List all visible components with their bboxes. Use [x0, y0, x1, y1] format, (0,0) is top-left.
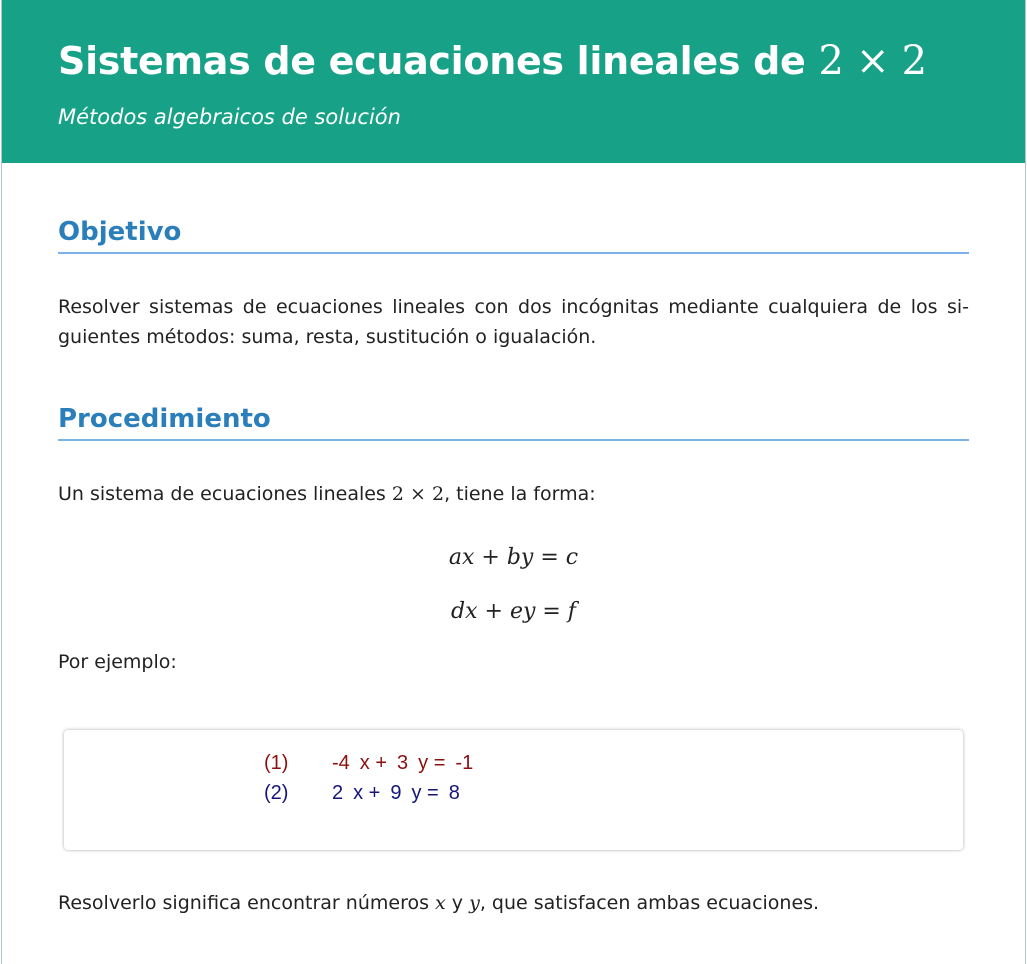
example-equation-1 — [264, 750, 483, 776]
intro-text: Un sistema de ecuaciones lineales — [58, 483, 386, 505]
variable-x: x + — [359, 752, 388, 774]
variable-x: x + — [353, 782, 381, 804]
coefficient-b: 9 — [390, 782, 402, 804]
page-subtitle: Métodos algebraicos de solución — [58, 105, 401, 129]
final-text-end: , que satisfacen ambas ecuaciones. — [479, 892, 820, 914]
objetivo-text: Resolver sistemas de ecuaciones lineales con dos incógnitas mediante cualquiera de los siguientes métodos: suma, resta, sustitución o igualación. — [58, 296, 969, 348]
final-text-and: y — [451, 892, 464, 914]
main-content — [2, 215, 1025, 918]
constant: -1 — [455, 752, 474, 774]
final-text — [58, 888, 969, 918]
general-equation-1: ax + by = c — [448, 545, 579, 570]
variable-x-math: x — [435, 892, 446, 914]
equation-number: (1) — [264, 752, 289, 774]
header-banner — [2, 0, 1025, 163]
final-text-start: Resolverlo significa encontrar números — [58, 892, 429, 914]
equation-number: (2) — [264, 782, 289, 804]
coefficient-b: 3 — [397, 752, 409, 774]
coefficient-a: 2 — [332, 782, 344, 804]
intro-text-end: , tiene la forma: — [444, 483, 596, 505]
example-label: Por ejemplo: — [58, 651, 177, 673]
lesson-page — [1, 0, 1026, 964]
example-equation-2 — [264, 780, 470, 806]
procedimiento-intro — [58, 479, 969, 509]
page-title-text: Sistemas de ecuaciones lineales de — [58, 39, 806, 83]
page-title — [58, 38, 1025, 84]
general-equation-2: dx + ey = f — [451, 599, 576, 624]
variable-y: y = — [411, 782, 439, 804]
intro-math: 2 × 2 — [391, 483, 445, 505]
page-title-math: 2 × 2 — [818, 38, 927, 84]
variable-y: y = — [418, 752, 446, 774]
coefficient-a: -4 — [332, 752, 350, 774]
section-heading-objetivo: Objetivo — [58, 215, 969, 254]
section-heading-procedimiento: Procedimiento — [58, 402, 969, 441]
variable-y-math: y — [469, 892, 480, 914]
constant: 8 — [448, 782, 460, 804]
example-system-box — [64, 730, 963, 850]
